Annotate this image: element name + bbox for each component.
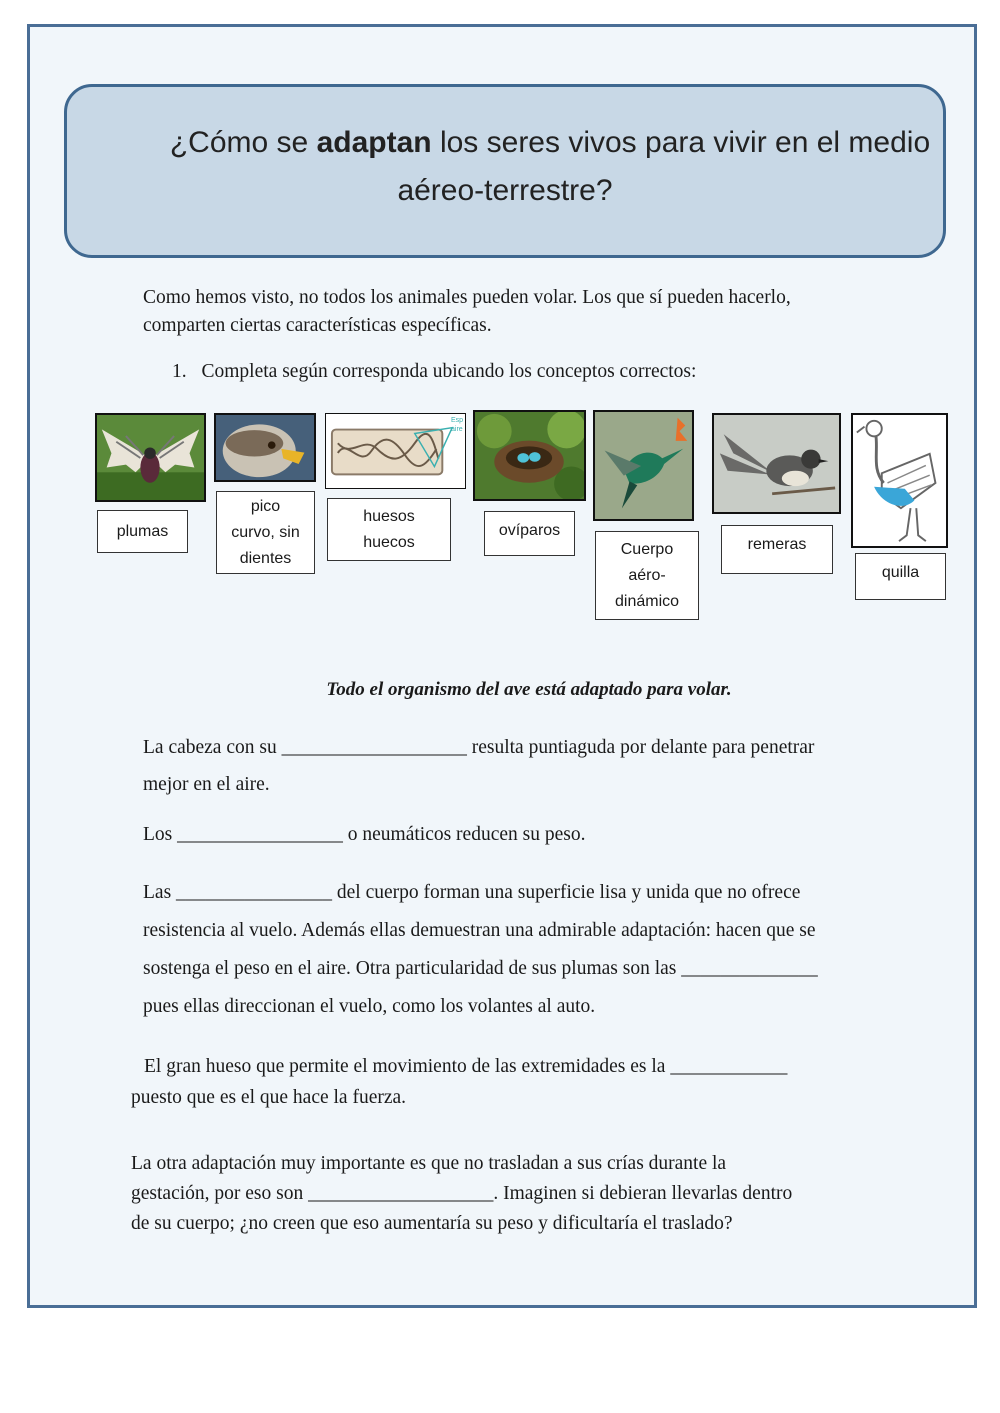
paragraph-line: gestación, por eso son ___________________. Imaginen si debieran llevarlas dentro	[131, 1183, 793, 1204]
card-huesos-huecos[interactable]	[327, 498, 451, 561]
title-line2: aéreo-terrestre?	[397, 174, 613, 207]
card-label: remeras	[747, 536, 807, 553]
hollow-bone-image	[325, 413, 466, 489]
title-bold-word: adaptan	[316, 126, 432, 159]
title-box	[64, 84, 946, 258]
card-quilla[interactable]	[855, 553, 946, 600]
paragraph-line: resistencia al vuelo. Además ellas demuestran una admirable adaptación: hacen que se	[143, 920, 816, 941]
card-label: dinámico	[614, 592, 680, 610]
page-title	[67, 119, 943, 215]
bird-nest-eggs-image	[473, 410, 586, 501]
paragraph-line: mejor en el aire.	[143, 774, 270, 795]
card-pico[interactable]	[216, 491, 315, 574]
eagle-head-image	[214, 413, 316, 482]
paragraph-oviparos	[131, 1149, 792, 1239]
card-cuerpo-aerodinamico[interactable]	[595, 531, 699, 620]
paragraph-plumas	[143, 874, 818, 1026]
intro-paragraph	[143, 284, 791, 340]
card-remeras[interactable]	[721, 525, 833, 574]
instruction-number: 1.	[172, 361, 187, 382]
paragraph-line: sostenga el peso en el aire. Otra particularidad de sus plumas son las ______________	[143, 958, 818, 979]
card-label: quilla	[881, 564, 920, 581]
intro-line: comparten ciertas características específicas.	[143, 315, 492, 336]
eagle-wings-image	[95, 413, 206, 502]
card-label: plumas	[116, 522, 169, 540]
intro-line: Como hemos visto, no todos los animales pueden volar. Los que sí pueden hacerlo,	[143, 287, 791, 308]
subtitle: Todo el organismo del ave está adaptado para volar.	[326, 679, 732, 700]
card-label: huesos	[363, 507, 415, 525]
card-oviparos[interactable]	[484, 511, 575, 556]
paragraph-line: pues ellas direccionan el vuelo, como los volantes al auto.	[143, 996, 596, 1017]
paragraph-line: puesto que es el que hace la fuerza.	[131, 1087, 407, 1108]
paragraph-huesos: Los _________________ o neumáticos reducen su peso.	[143, 824, 586, 845]
hummingbird-image	[593, 410, 694, 521]
card-label: dientes	[239, 549, 292, 567]
bird-skeleton-image	[851, 413, 948, 548]
card-label: pico	[250, 497, 281, 515]
paragraph-line: Las ________________ del cuerpo forman una superficie lisa y unida que no ofrece	[143, 882, 801, 903]
title-part: los seres vivos para vivir en el medio	[431, 126, 931, 159]
paragraph-quilla	[131, 1051, 787, 1113]
card-plumas[interactable]	[97, 510, 188, 553]
card-label: Cuerpo	[620, 540, 674, 558]
card-label: ovíparos	[498, 522, 561, 539]
paragraph-cabeza	[143, 729, 814, 803]
paragraph-line: La otra adaptación muy importante es que no trasladan a sus crías durante la	[131, 1153, 727, 1174]
instruction	[172, 358, 696, 386]
title-part: ¿Cómo se	[169, 126, 317, 159]
bone-diagram-label: Esp aire	[451, 417, 464, 433]
paragraph-line: de su cuerpo; ¿no creen que eso aumentaría su peso y dificultaría el traslado?	[131, 1213, 733, 1234]
paragraph-line: La cabeza con su ___________________ resulta puntiaguda por delante para penetrar	[143, 737, 815, 758]
paragraph-line: El gran hueso que permite el movimiento de las extremidades es la ____________	[144, 1056, 788, 1077]
fantail-bird-image	[712, 413, 841, 514]
instruction-text: Completa según corresponda ubicando los conceptos correctos:	[201, 361, 697, 382]
card-label: huecos	[363, 533, 415, 551]
card-label: aéro-	[628, 566, 666, 584]
card-label: curvo, sin	[231, 523, 300, 541]
